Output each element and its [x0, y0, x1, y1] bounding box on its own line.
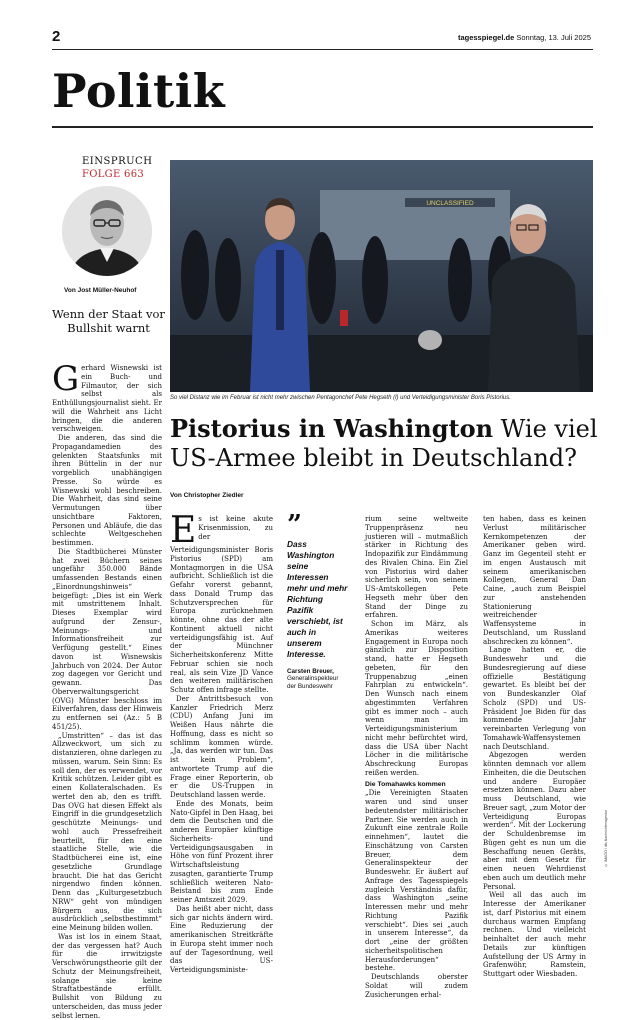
opinion-kicker: EINSPRUCH — [82, 156, 153, 167]
article-headline — [170, 414, 600, 473]
article-paragraph: Deutschlands oberster Soldat will zudem Zusicherungen erhal- — [365, 973, 468, 999]
author-portrait — [62, 186, 152, 276]
opinion-paragraph: „Umstritten“ – das ist das Allzweckwort, um sich zu distanzieren, ohne darlegen zu müssen, warum. Sein Sinn: Es soll den, der es verwendet, vor Kritik schützen. Leider gibt es einen Kollateralschaden. Es wertet den ab, den es trifft. Das OVG hat diesen Effekt als Eingriff in die grundgesetzlich geschützte Meinungs- und wohl auch Pressefreiheit beurteilt, für den eine staatliche Stelle, wie die Stadtbücherei eine ist, eine gesetzliche Grundlage braucht. Die hat das Gericht nirgendwo finden können. Denn das „Kulturgesetzbuch NRW“ geht von mündigen Bürgern aus, die sich ausdrücklich „selbstbestimmt“ eine Meinung bilden wollen. — [52, 731, 162, 932]
article-column-1 — [170, 510, 273, 975]
article-paragraph: ten haben, dass es keinen Verlust militärischer Kernkompetenzen der Amerikaner geben wird. Ganz im Gegenteil steht er im engen Austausch mit seinem amerikanischen Kollegen, General Dan Caine, „auch zum Beispiel zur anstehenden Stationierung weitreichender Waffensysteme in Deutschland, um Russland abschrecken zu können“. — [483, 515, 586, 646]
banner-text: UNCLASSIFIED — [426, 200, 474, 207]
drop-cap: E — [170, 510, 197, 551]
quote-author: Carsten Breuer, — [287, 668, 334, 675]
section-rule — [52, 126, 593, 128]
lead-photo — [170, 160, 593, 392]
site-name: tagesspiegel.de — [457, 33, 515, 42]
article-paragraph: Ende des Monats, beim Nato-Gipfel in Den Haag, bei dem die Deutschen und die anderen Europäer künftige Sicherheits- und Verteidigungsausgaben in Höhe von fünf Prozent ihrer Wirtschaftsleistung zusagten, garantierte Trump schließlich weiteren Nato-Beistand bis zum Ende seiner Amtszeit 2029. — [170, 799, 273, 904]
quote-role: Generalinspekteur der Bundeswehr — [287, 675, 339, 690]
article-paragraph: Lange hatten er, die Bundeswehr und die Bundesregierung auf diese offizielle Bestätigung gewartet. Es bleibt bei der von Bundeskanzler Olaf Scholz (SPD) und US-Präsident Joe Biden für das kommende Jahr vereinbarten Verlegung von Tomahawk-Waffensystemen nach Deutschland. — [483, 646, 586, 751]
pull-quote — [287, 510, 349, 691]
opinion-body — [52, 359, 162, 1020]
opinion-paragraph: Die Stadtbücherei Münster hat zwei Büchern seines ungefähr 350.000 Bände umfassenden Bestands einen „Einordnungshinweis“ beigefügt: „Dies ist ein Werk mit umstrittenem Inhalt. Dieses Exemplar wird aufgrund der Zensur-, Meinungs- und Informationsfreiheit zur Verfügung gestellt.“ Eines davon ist Wisnewskis Jahrbuch von 2024. Der Autor zog dagegen vor Gericht und gewann. Das Oberverwaltungsgericht (OVG) Münster beschloss im Eilverfahren, dass der Hinweis zu entfernen sei (Az.: 5 B 451/25). — [52, 547, 162, 731]
photo-credit: © IMAGO / dts Nachrichtenagentur — [604, 809, 608, 867]
opinion-paragraph: Die anderen, das sind die Propagandamedien des gelenkten Staatsfunks mit ihren Büttelin in der nur vorgeblich unabhängigen Presse. So würde es Wisnewski wohl beschreiben. Die Wahrheit, das sind seine Vermutungen über unsichtbare Faktoren, Personen und Abläufe, die das schlechte Weltgeschehen bestimmen. — [52, 434, 162, 547]
article-byline: Von Christopher Ziedler — [170, 492, 244, 499]
opinion-title: Wenn der Staat vor Bullshit warnt — [52, 307, 165, 335]
article-paragraph: rium seine weltweite Truppenpräsenz neu justieren will – mutmaßlich stärker in Richtung des Indopazifik zur Eindämmung des Rivalen China. Ein Ziel von Pistorius wird daher sicherlich sein, von seinem US-Amtskollegen Pete Hegseth mehr über den Stand der Dinge zu erfahren. — [365, 515, 468, 620]
article-column-3 — [483, 515, 586, 979]
photo-caption: So viel Distanz wie im Februar ist nicht mehr zwischen Pentagonchef Pete Hegseth (l) und Verteidigungsminister Boris Pistorius. — [170, 395, 511, 401]
page-number: 2 — [52, 28, 61, 45]
top-rule — [52, 49, 593, 50]
masthead-info — [458, 33, 591, 42]
opinion-paragraph: Gerhard Wisnewski ist ein Buch- und Filmautor, der sich selbst als Enthüllungsjournalist sieht. Er will die Wahrheit ans Licht bringen, die die anderen verschweigen. — [52, 359, 162, 434]
subheading: Die Tomahawks kommen — [365, 780, 446, 788]
article-paragraph: Das heißt aber nicht, dass sich gar nichts ändern wird. Eine Reduzierung der amerikanischen Streitkräfte in Europa steht immer noch auf der Tagesordnung, weil das US-Verteidigungsministe- — [170, 904, 273, 974]
article-paragraph: „Die Vereinigten Staaten waren und sind unser bedeutendster militärischer Partner. Sie werden auch in Zukunft eine zentrale Rolle einnehmen“, lautet die Einschätzung von Carsten Breuer, dem Generalinspekteur der Bundeswehr. Er äußert auf Anfrage des Tagesspiegels zugleich Verständnis dafür, dass Washington „seine Interessen mehr und mehr Richtung Pazifik verschiebt“. Dies sei „auch in unserem Interesse“, da dort „eine der größten sicherheitspolitischen Herausforderungen“ bestehe. — [365, 789, 468, 973]
article-paragraph: Abgezogen werden könnten demnach vor allem Einheiten, die die Deutschen und andere Europäer ersetzen können. Dazu aber muss Deutschland, wie Breuer sagt, „zum Motor der Verteidigung Europas werden“. Mit der Lockerung der Schuldenbremse im Bügen geht es nun um die Beschaffung neuen Geräts, aber mit dem Gesetz für einen neuen Wehrdienst eben auch um deutlich mehr Personal. — [483, 751, 587, 891]
issue-date: Sonntag, 13. Juli 2025 — [516, 33, 591, 42]
article-column-2 — [365, 515, 468, 999]
quote-text: Dass Washington seine Interessen mehr und mehr Richtung Pazifik verschiebt, ist auch in unserem Interesse. — [287, 539, 348, 659]
article-paragraph: Der Antrittsbesuch von Kanzler Friedrich Merz (CDU) Anfang Juni im Weißen Haus nährte die Hoffnung, dass es nicht so schlimm kommen würde. „Ja, das werden wir tun. Das ist kein Problem“, antwortete Trump auf die Frage einer Reporterin, ob er die US-Truppen in Deutschland lassen werde. — [170, 694, 273, 799]
article-paragraph: Schon im März, als Amerikas weiteres Engagement in Europa noch gänzlich zur Disposition stand, hatte er Hegseth gebeten, für den Truppenabzug „einen Fahrplan zu entwickeln“. Den Wunsch nach einem abgestimmten Verfahren gibt es immer noch – auch wenn man im Verteidigungsministerium nicht mehr befürchtet wird, dass die USA über Nacht Löcher in die militärische Abschreckung Europas reißen werden. — [365, 620, 468, 777]
headline-rest: Wie viel US-Armee bleibt in Deutschland? — [170, 415, 598, 472]
article-paragraph: Weil all das auch im Interesse der Amerikaner ist, darf Pistorius mit einem durchaus warmen Empfang rechnen. Und vielleicht beinhaltet der auch mehr Details zur künftigen Aufstellung der US Army in Grafenwöhr, Ramstein, Stuttgart oder Wiesbaden. — [483, 891, 586, 978]
opinion-series: FOLGE 663 — [82, 169, 145, 180]
article-paragraph: Es ist keine akute Krisenmission, zu der Verteidigungsminister Boris Pistorius (SPD) am Montagmorgen in die USA aufbricht. Schließlich ist die Gefahr vorerst gebannt, dass Donald Trump das Schutzversprechen für Europa zurücknehmen könnte, ohne das der alte Kontinent aktuell nicht verteidigungsfähig ist. Auf der Münchner Sicherheitskonferenz Mitte Februar schien sie noch real, als sein Vize JD Vance den weiteren militärischen Schutz offen infrage stellte. — [170, 510, 273, 694]
opinion-author: Von Jost Müller-Neuhof — [64, 287, 137, 294]
headline-bold: Pistorius in Washington — [170, 414, 494, 443]
section-title: Politik — [52, 64, 226, 118]
quote-mark: ” — [287, 510, 302, 540]
opinion-paragraph: Was ist los in einem Staat, der das vergessen hat? Auch für die irrwitzigste Verschwörungstheorie gilt der Schutz der Meinungsfreiheit, solange sie keine Straftatbestände erfüllt. Bullshit von Bildung zu unterscheiden, das muss jeder selbst lernen. — [52, 932, 162, 1020]
drop-cap: G — [52, 359, 80, 399]
